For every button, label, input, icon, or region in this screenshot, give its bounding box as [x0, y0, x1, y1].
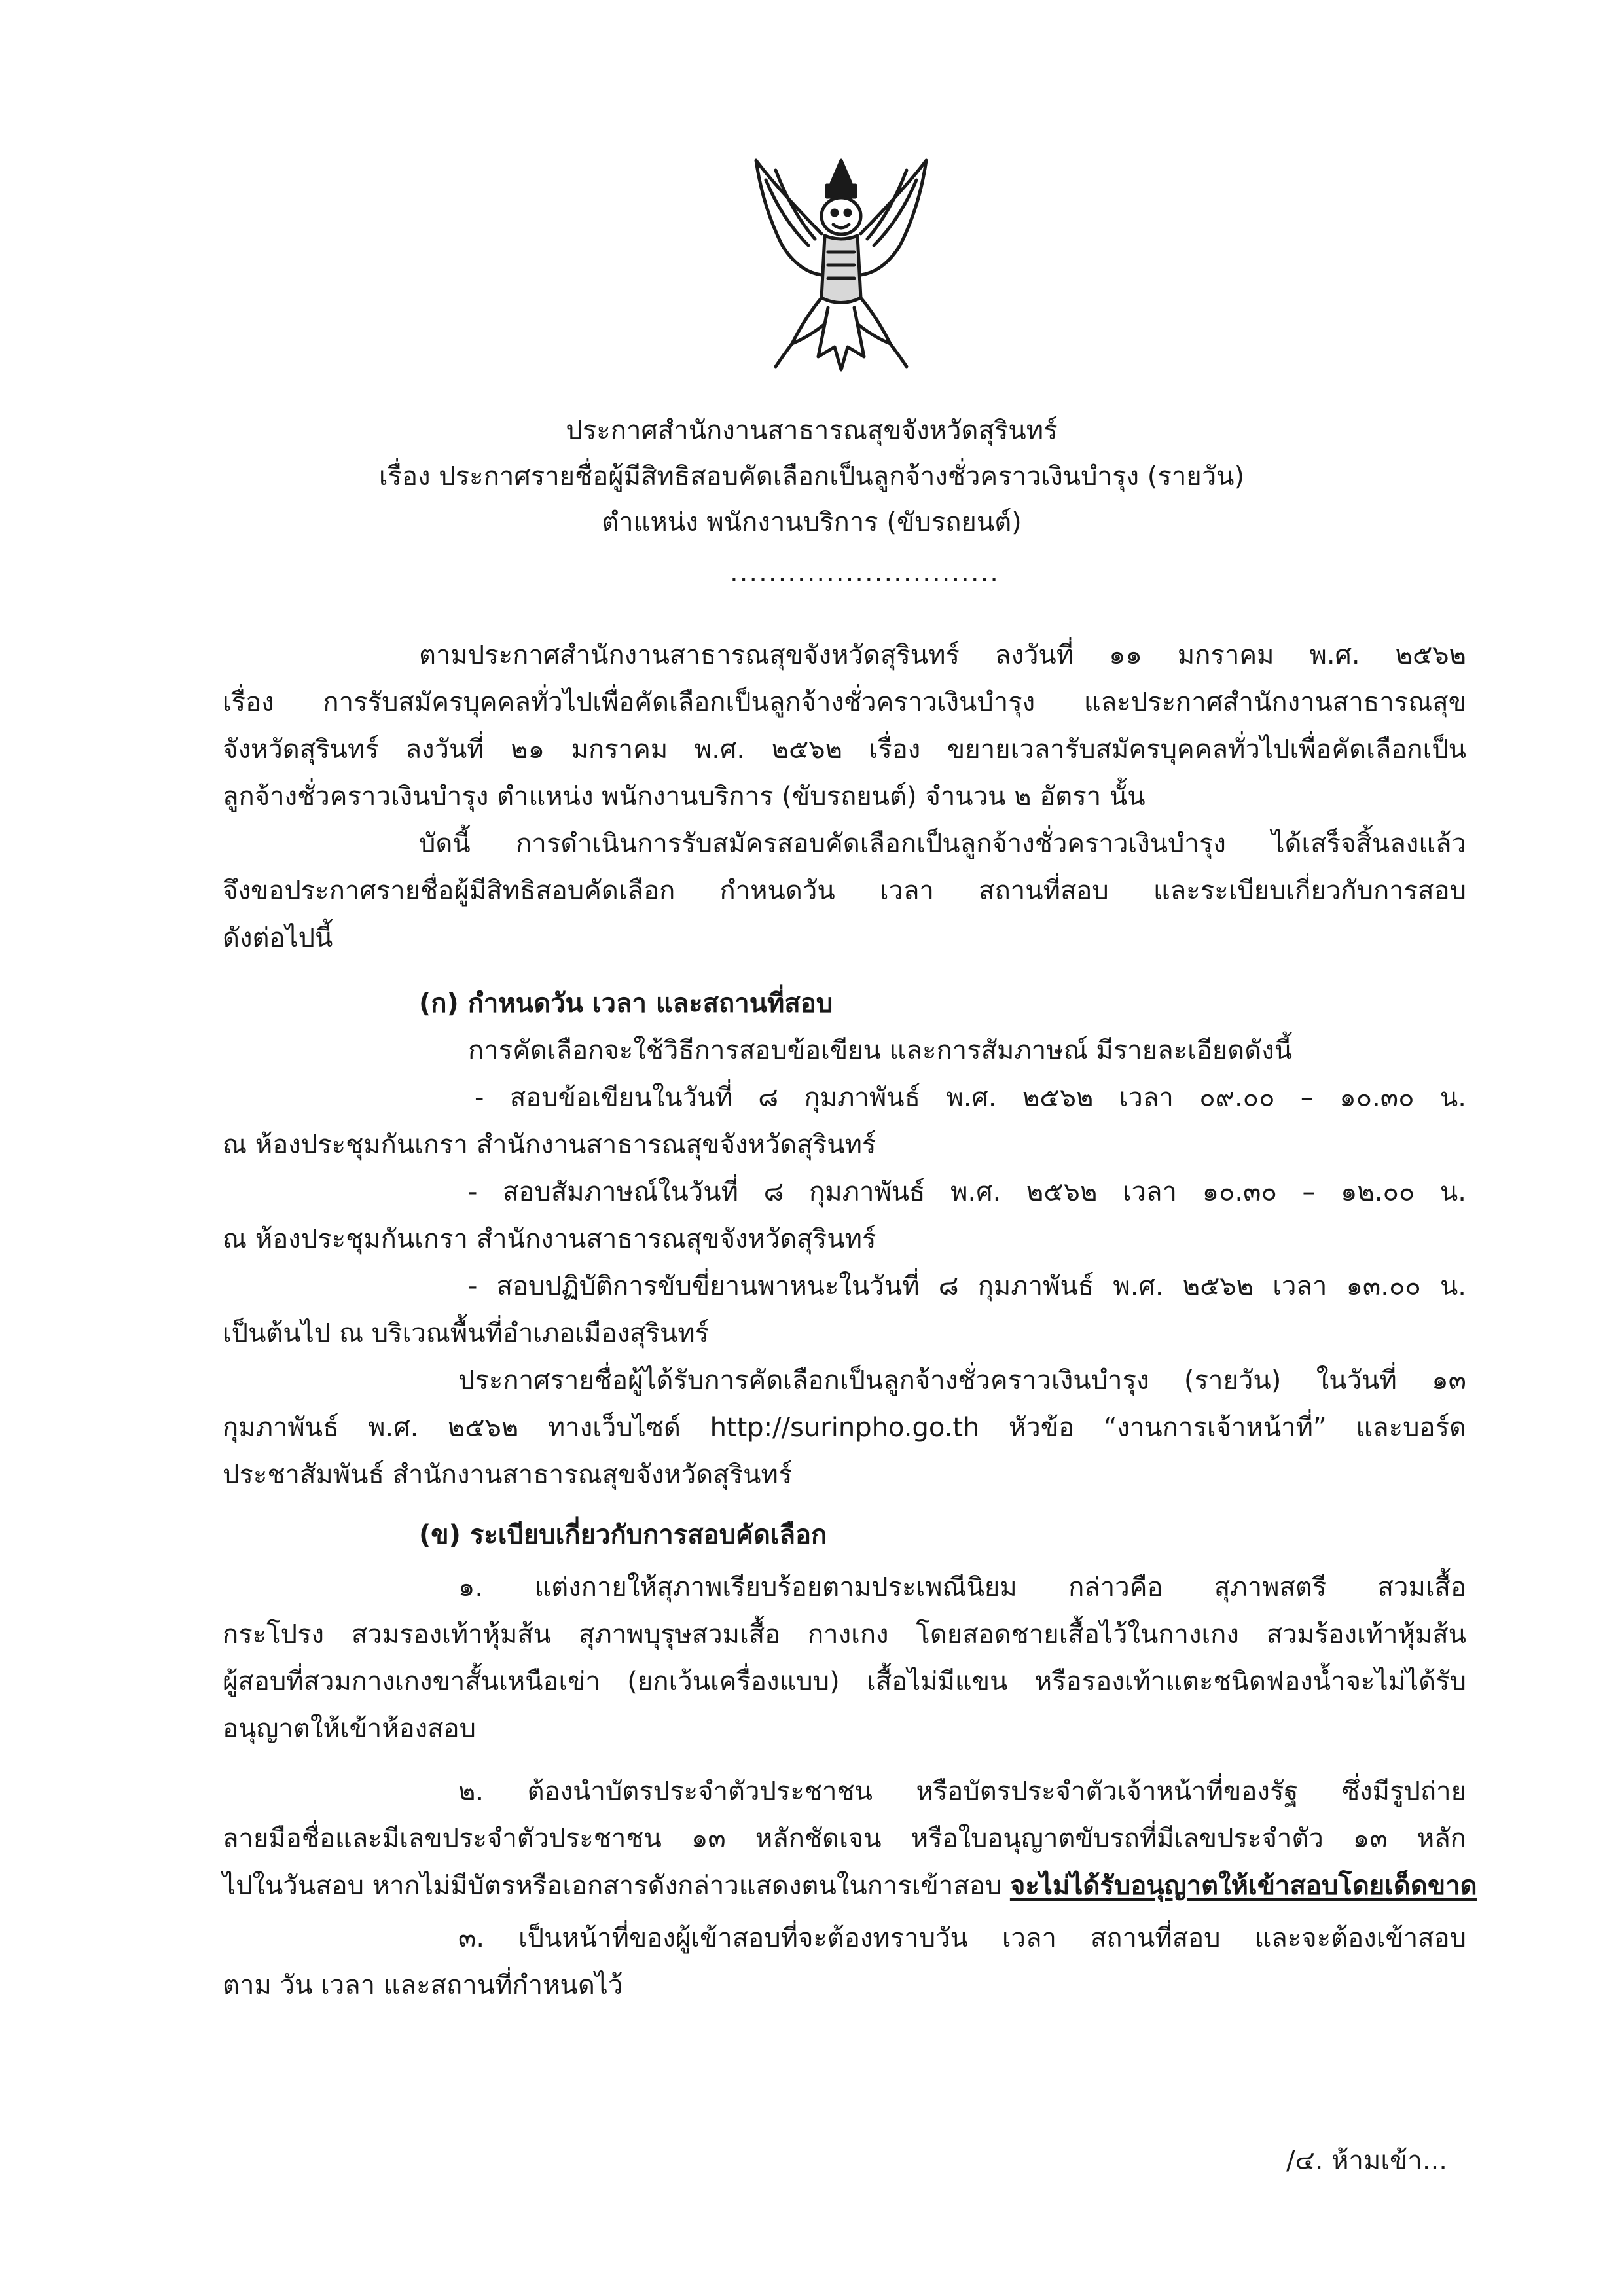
notice-line-1: บัดนี้ การดำเนินการรับสมัครสอบคัดเลือกเป็นลูกจ้างชั่วคราวเงินบำรุง ได้เสร็จสิ้นลงแล้ว [419, 829, 1466, 859]
section-a-method: การคัดเลือกจะใช้วิธีการสอบข้อเขียน และการสัมภาษณ์ มีรายละเอียดดังนี้ [468, 1036, 1293, 1066]
title-separator: ............................ [730, 558, 1000, 588]
intro-line-2: เรื่อง การรับสมัครบุคคลทั่วไปเพื่อคัดเลือกเป็นลูกจ้างชั่วคราวเงินบำรุง และประกาศสำนักงานสาธารณสุข [223, 687, 1466, 717]
rule-2-line-2: ลายมือชื่อและมีเลขประจำตัวประชาชน ๑๓ หลักชัดเจน หรือใบอนุญาตขับรถที่มีเลขประจำตัว ๑๓ หลัก [223, 1824, 1466, 1854]
garuda-emblem [736, 147, 946, 383]
rule-1-line-1: ๑. แต่งกายให้สุภาพเรียบร้อยตามประเพณีนิยม กล่าวคือ สุภาพสตรี สวมเสื้อ [458, 1572, 1466, 1602]
intro-line-1: ตามประกาศสำนักงานสาธารณสุขจังหวัดสุรินทร์ ลงวันที่ ๑๑ มกราคม พ.ศ. ๒๕๖๒ [419, 640, 1466, 670]
written-exam-venue: ณ ห้องประชุมกันเกรา สำนักงานสาธารณสุขจังหวัดสุรินทร์ [223, 1130, 876, 1160]
intro-line-4: ลูกจ้างชั่วคราวเงินบำรุง ตำแหน่ง พนักงานบริการ (ขับรถยนต์) จำนวน ๒ อัตรา นั้น [223, 782, 1146, 812]
rule-2-line-1: ๒. ต้องนำบัตรประจำตัวประชาชน หรือบัตรประจำตัวเจ้าหน้าที่ของรัฐ ซึ่งมีรูปถ่าย [458, 1777, 1466, 1807]
rule-1-line-2: กระโปรง สวมรองเท้าหุ้มส้น สุภาพบุรุษสวมเสื้อ กางเกง โดยสอดชายเสื้อไว้ในกางเกง สวมร้องเท้าหุ้มส้น [223, 1619, 1466, 1650]
rule-1-line-4: อนุญาตให้เข้าห้องสอบ [223, 1714, 477, 1744]
driving-test-venue: เป็นต้นไป ณ บริเวณพื้นที่อำเภอเมืองสุรินทร์ [223, 1318, 710, 1348]
intro-line-3: จังหวัดสุรินทร์ ลงวันที่ ๒๑ มกราคม พ.ศ. ๒๕๖๒ เรื่อง ขยายเวลารับสมัครบุคคลทั่วไปเพื่อคัดเลือกเป็น [223, 734, 1466, 765]
section-a-heading: (ก) กำหนดวัน เวลา และสถานที่สอบ [419, 988, 833, 1019]
result-line-3: ประชาสัมพันธ์ สำนักงานสาธารณสุขจังหวัดสุรินทร์ [223, 1460, 793, 1490]
result-line-1: ประกาศรายชื่อผู้ได้รับการคัดเลือกเป็นลูกจ้างชั่วคราวเงินบำรุง (รายวัน) ในวันที่ ๑๓ [458, 1365, 1466, 1396]
section-b-heading: (ข) ระเบียบเกี่ยวกับการสอบคัดเลือก [419, 1520, 827, 1550]
rule-1-line-3: ผู้สอบที่สวมกางเกงขาสั้นเหนือเข่า (ยกเว้นเครื่องแบบ) เสื้อไม่มีแขน หรือรองเท้าแตะชนิดฟองน้ำจะไม่ได้รับ [223, 1667, 1466, 1697]
rule-2-emphasis: จะไม่ได้รับอนุญาตให้เข้าสอบโดยเด็ดขาด [1009, 1871, 1477, 1901]
notice-line-2: จึงขอประกาศรายชื่อผู้มีสิทธิสอบคัดเลือก กำหนดวัน เวลา สถานที่สอบ และระเบียบเกี่ยวกับการสอบ [223, 876, 1466, 906]
rule-3-line-1: ๓. เป็นหน้าที่ของผู้เข้าสอบที่จะต้องทราบวัน เวลา สถานที่สอบ และจะต้องเข้าสอบ [458, 1923, 1466, 1953]
result-line-2: กุมภาพันธ์ พ.ศ. ๒๕๖๒ ทางเว็บไซด์ http://surinpho.go.th หัวข้อ “งานการเจ้าหน้าที่” และบอร์ด [223, 1413, 1466, 1443]
continued-marker: /๔. ห้ามเข้า... [1286, 2146, 1447, 2176]
written-exam-line: - สอบข้อเขียนในวันที่ ๘ กุมภาพันธ์ พ.ศ. ๒๕๖๒ เวลา ๐๙.๐๐ – ๑๐.๓๐ น. [475, 1083, 1466, 1113]
announcement-title: ประกาศสำนักงานสาธารณสุขจังหวัดสุรินทร์ [566, 416, 1058, 446]
interview-venue: ณ ห้องประชุมกันเกรา สำนักงานสาธารณสุขจังหวัดสุรินทร์ [223, 1224, 876, 1254]
rule-2-plain-text: ไปในวันสอบ หากไม่มีบัตรหรือเอกสารดังกล่าวแสดงตนในการเข้าสอบ [223, 1871, 1010, 1901]
rule-3-line-2: ตาม วัน เวลา และสถานที่กำหนดไว้ [223, 1970, 623, 2000]
interview-line: - สอบสัมภาษณ์ในวันที่ ๘ กุมภาพันธ์ พ.ศ. ๒๕๖๒ เวลา ๑๐.๓๐ – ๑๒.๐๐ น. [468, 1177, 1466, 1207]
announcement-subject: เรื่อง ประกาศรายชื่อผู้มีสิทธิสอบคัดเลือกเป็นลูกจ้างชั่วคราวเงินบำรุง (รายวัน) [378, 461, 1245, 492]
driving-test-line: - สอบปฏิบัติการขับขี่ยานพาหนะในวันที่ ๘ กุมภาพันธ์ พ.ศ. ๒๕๖๒ เวลา ๑๓.๐๐ น. [468, 1271, 1466, 1301]
notice-line-3: ดังต่อไปนี้ [223, 923, 333, 953]
rule-2-line-3 [223, 1864, 1477, 1906]
announcement-position: ตำแหน่ง พนักงานบริการ (ขับรถยนต์) [602, 507, 1022, 537]
